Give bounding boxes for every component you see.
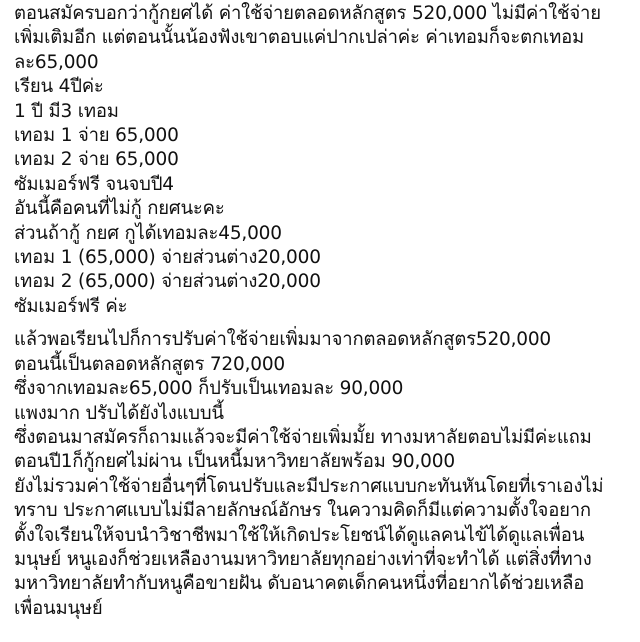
text-line: เทอม 1 จ่าย 65,000	[14, 125, 179, 147]
text-line: ซัมเมอร์ฟรี ค่ะ	[14, 295, 128, 317]
text-line: ซัมเมอร์ฟรี จนจบปี4	[14, 173, 174, 195]
text-line: แล้วพอเรียนไปก็การปรับค่าใช้จ่ายเพิ่มมาจากตลอดหลักสูตร520,000	[14, 329, 551, 351]
text-line: เทอม 2 จ่าย 65,000	[14, 149, 179, 171]
text-line: ตอนนี้เป็นตลอดหลักสูตร 720,000	[14, 353, 285, 375]
text-line: ตอนสมัครบอกว่ากู้กยศได้ ค่าใช้จ่ายตลอดหลักสูตร 520,000 ไม่มีค่าใช้จ่าย	[14, 3, 601, 24]
text-line: ซึ่งจากเทอมละ65,000 ก็ปรับเป็นเทอมละ 90,000	[14, 378, 404, 400]
text-line: ซึ่งตอนมาสมัครก็ถามแล้วจะมีค่าใช้จ่ายเพิ่มมั้ย ทางมหาลัยตอบไม่มีค่ะแถม	[14, 426, 592, 448]
text-line: ละ65,000	[14, 51, 99, 73]
text-line: อันนี้คือคนที่ไม่กู้ กยศนะคะ	[14, 198, 225, 220]
text-line: เทอม 1 (65,000) จ่ายส่วนต่าง20,000	[14, 247, 321, 269]
text-line: เพื่อนมนุษย์	[14, 597, 103, 619]
text-line: เทอม 2 (65,000) จ่ายส่วนต่าง20,000	[14, 271, 321, 293]
text-line: ส่วนถ้ากู้ กยศ กูได้เทอมละ45,000	[14, 222, 282, 244]
text-line: แพงมาก ปรับได้ยังไงแบบนี้	[14, 402, 224, 424]
text-line: ตอนปี1ก็กู้กยศไม่ผ่าน เป็นหนี้มหาวิทยาลัยพร้อม 90,000	[14, 451, 455, 473]
text-line: 1 ปี มี3 เทอม	[14, 100, 119, 122]
text-line: มนุษย์ หนูเองก็ช่วยเหลืองานมหาวิทยาลัยทุกอย่างเท่าที่จะทำได้ แต่สิ่งที่ทาง	[14, 548, 592, 570]
text-line: ทราบ ประกาศแบบไม่มีลายลักษณ์อักษร ในความคิดก็มีแต่ความตั้งใจอยาก	[14, 500, 591, 522]
text-line: เรียน 4ปีค่ะ	[14, 76, 104, 98]
text-line: มหาวิทยาลัยทำกับหนูคือขายฝัน ดับอนาคตเด็กคนหนึ่งที่อยากได้ช่วยเหลือ	[14, 573, 585, 595]
paragraph-2	[14, 328, 634, 621]
text-line: ยังไม่รวมค่าใช้จ่ายอื่นๆที่โดนปรับและมีประกาศแบบกะทันหันโดยที่เราเองไม่	[14, 475, 604, 497]
paragraph-1	[14, 2, 634, 319]
text-line: เพิ่มเติมอีก แต่ตอนนั้นน้องฟังเขาตอบแค่ปากเปล่าค่ะ ค่าเทอมก็จะตกเทอม	[14, 27, 585, 49]
post-body	[14, 2, 634, 621]
text-line: ตั้งใจเรียนให้จบนำวิชาชีพมาใช้ให้เกิดประโยชน์ได้ดูแลคนไข้ได้ดูแลเพื่อน	[14, 524, 585, 546]
